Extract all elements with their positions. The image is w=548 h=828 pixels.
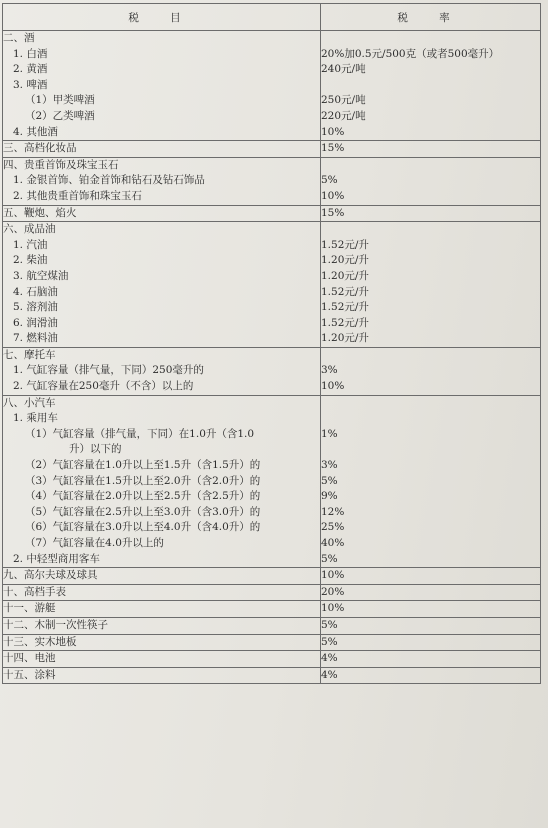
item-label: （7）气缸容量在4.0升以上的 [25, 537, 164, 549]
section-title: 十五、涂料 [3, 668, 56, 681]
item-label: （1）气缸容量（排气量，下同）在1.0升（含1.0 [25, 427, 255, 440]
rate-value: 4% [321, 668, 338, 681]
table-row [3, 157, 541, 205]
table-row [3, 634, 541, 651]
rate-value: 5% [321, 174, 338, 187]
rate-value: 5% [321, 635, 338, 648]
rate-value: 1% [321, 427, 338, 440]
section-title: 八、小汽车 [3, 396, 56, 409]
rate-value: 1.20元/升 [321, 269, 369, 282]
header-item: 税 目 [3, 4, 321, 31]
rate-value: 10% [321, 380, 345, 393]
section-title: 十一、游艇 [3, 602, 56, 615]
rate-value: 3% [321, 364, 338, 377]
rate-value: 1.52元/升 [321, 316, 369, 329]
rate-value: 5% [321, 552, 338, 565]
item-label: 1. 白酒 [13, 47, 48, 60]
item-label: 6. 润滑油 [13, 316, 58, 329]
section-title: 十二、木制一次性筷子 [3, 618, 108, 631]
item-label: （3）气缸容量在1.5升以上至2.0升（含2.0升）的 [25, 474, 261, 487]
rate-value: 15% [321, 142, 345, 155]
rate-value: 220元/吨 [321, 109, 366, 122]
rate-value: 1.52元/升 [321, 238, 369, 251]
item-label: 4. 其他酒 [13, 125, 58, 138]
rate-value: 250元/吨 [321, 94, 366, 107]
table-row [3, 222, 541, 348]
item-label: 1. 乘用车 [13, 412, 58, 425]
section-title: 六、成品油 [3, 223, 56, 236]
item-label: 4. 石脑油 [13, 285, 58, 298]
section-title: 十三、实木地板 [3, 635, 77, 648]
rate-value: 10% [321, 602, 345, 615]
section-title: 五、鞭炮、焰火 [3, 206, 77, 219]
item-label: 5. 溶剂油 [13, 301, 58, 314]
item-label: 7. 燃料油 [13, 332, 58, 345]
table-row [3, 141, 541, 158]
item-label: （2）气缸容量在1.0升以上至1.5升（含1.5升）的 [25, 459, 261, 472]
table-row [3, 584, 541, 601]
table-row [3, 617, 541, 634]
rate-value: 1.52元/升 [321, 285, 369, 298]
item-label: 2. 柴油 [13, 254, 48, 267]
table-row [3, 395, 541, 568]
item-label: 升）以下的 [69, 443, 122, 456]
item-label: （4）气缸容量在2.0升以上至2.5升（含2.5升）的 [25, 490, 261, 503]
rate-value: 1.20元/升 [321, 332, 369, 345]
section-title: 九、高尔夫球及球具 [3, 569, 98, 582]
item-label: 2. 黄酒 [13, 63, 48, 76]
rate-value: 12% [321, 505, 345, 518]
rate-value: 240元/吨 [321, 63, 366, 76]
table-row [3, 347, 541, 395]
rate-value [321, 78, 540, 94]
table-header-row [3, 4, 541, 31]
section-title: 三、高档化妆品 [3, 142, 77, 155]
table-row [3, 667, 541, 684]
rate-value: 10% [321, 189, 345, 202]
item-label: 1. 汽油 [13, 238, 48, 251]
rate-value: 25% [321, 521, 345, 534]
section-title: 四、贵重首饰及珠宝玉石 [3, 158, 119, 171]
rate-value: 40% [321, 537, 345, 549]
rate-value: 15% [321, 206, 345, 219]
item-label: 2. 中轻型商用客车 [13, 552, 100, 565]
item-label: 1. 金银首饰、铂金首饰和钻石及钻石饰品 [13, 174, 205, 187]
item-label: 3. 航空煤油 [13, 269, 69, 282]
item-label: （1）甲类啤酒 [25, 94, 95, 107]
rate-value: 1.52元/升 [321, 301, 369, 314]
item-label: 1. 气缸容量（排气量，下同）250毫升的 [13, 364, 204, 377]
header-rate: 税 率 [321, 4, 541, 31]
item-label: （5）气缸容量在2.5升以上至3.0升（含3.0升）的 [25, 505, 261, 518]
rate-value: 5% [321, 618, 338, 631]
rate-value: 10% [321, 125, 345, 138]
rate-value: 4% [321, 652, 338, 665]
rate-value: 20%加0.5元/500克（或者500毫升） [321, 47, 500, 60]
table-row [3, 568, 541, 585]
table-row [3, 205, 541, 222]
section-title: 七、摩托车 [3, 348, 56, 361]
table-row [3, 651, 541, 668]
section-title: 二、酒 [3, 32, 35, 44]
tax-rate-table [2, 3, 541, 684]
rate-value: 20% [321, 585, 345, 598]
rate-value: 5% [321, 474, 338, 487]
section-title: 十四、电池 [3, 652, 56, 665]
rate-value: 1.20元/升 [321, 254, 369, 267]
table-row [3, 601, 541, 618]
item-label: 2. 其他贵重首饰和珠宝玉石 [13, 189, 142, 202]
rate-value: 3% [321, 459, 338, 472]
section-title: 十、高档手表 [3, 585, 66, 598]
rate-value: 9% [321, 490, 338, 503]
table-row [3, 31, 541, 141]
rate-value: 10% [321, 569, 345, 582]
item-label: 2. 气缸容量在250毫升（不含）以上的 [13, 380, 194, 393]
item-label: （2）乙类啤酒 [25, 109, 95, 122]
item-label: （6）气缸容量在3.0升以上至4.0升（含4.0升）的 [25, 521, 261, 534]
item-label: 3. 啤酒 [13, 78, 48, 91]
